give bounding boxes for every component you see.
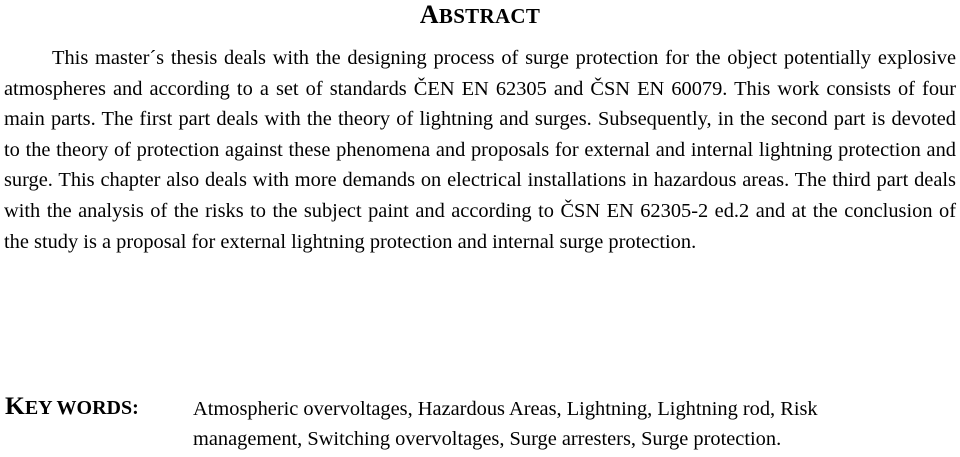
abstract-heading [0, 0, 960, 31]
keywords-line-2: management, Switching overvoltages, Surge arresters, Surge protection. [193, 428, 782, 450]
abstract-paragraph: This master´s thesis deals with the designing process of surge protection for the object potentially explosive atmospheres and according to a set of standards ČEN EN 62305 and ČSN EN 60079. This work consists of four main parts. The first part deals with the theory of lightning and surges. Subsequently, in the second part is devoted to the theory of protection against these phenomena and proposals for external and internal lightning protection and surge. This chapter also deals with more demands on electrical installations in hazardous areas. The third part deals with the analysis of the risks to the subject paint and according to ČSN EN 62305-2 ed.2 and at the conclusion of the study is a proposal for external lightning protection and internal surge protection. [4, 47, 956, 253]
keywords-label-initial: K [5, 391, 25, 420]
abstract-heading-rest: BSTRACT [438, 4, 541, 28]
keywords-label-colon: : [132, 397, 139, 419]
keywords-line-1: Atmospheric overvoltages, Hazardous Areas, Lightning, Lightning rod, Risk [193, 398, 818, 420]
abstract-heading-initial: A [419, 0, 439, 29]
keywords-label [5, 391, 139, 423]
keywords-label-rest: EY WORDS [24, 397, 133, 419]
